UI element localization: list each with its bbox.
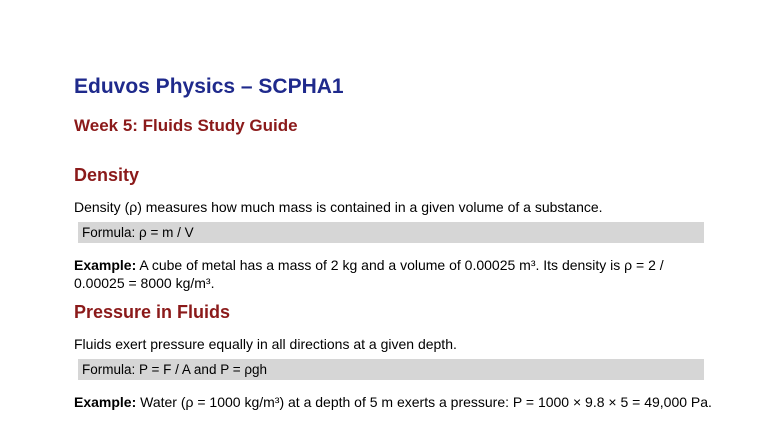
density-example: [74, 256, 714, 292]
density-example-label: Example:: [74, 257, 137, 273]
document-subtitle: Week 5: Fluids Study Guide: [74, 116, 298, 135]
density-formula: Formula: ρ = m / V: [78, 222, 704, 243]
section-heading-density: Density: [74, 165, 140, 185]
pressure-example: [74, 393, 714, 411]
section-heading-pressure: Pressure in Fluids: [74, 302, 231, 322]
pressure-example-text: Water (ρ = 1000 kg/m³) at a depth of 5 m exerts a pressure: P = 1000 × 9.8 × 5 = 49,000 Pa.: [140, 394, 712, 410]
document-title: Eduvos Physics – SCPHA1: [74, 75, 344, 98]
pressure-formula: Formula: P = F / A and P = ρgh: [78, 359, 704, 380]
pressure-intro: Fluids exert pressure equally in all directions at a given depth.: [74, 336, 457, 352]
density-intro: Density (ρ) measures how much mass is contained in a given volume of a substance.: [74, 199, 603, 215]
pressure-example-label: Example:: [74, 394, 137, 410]
density-example-text: A cube of metal has a mass of 2 kg and a volume of 0.00025 m³. Its density is ρ = 2 / 0.00025 = 8000 kg/m³.: [74, 257, 664, 291]
